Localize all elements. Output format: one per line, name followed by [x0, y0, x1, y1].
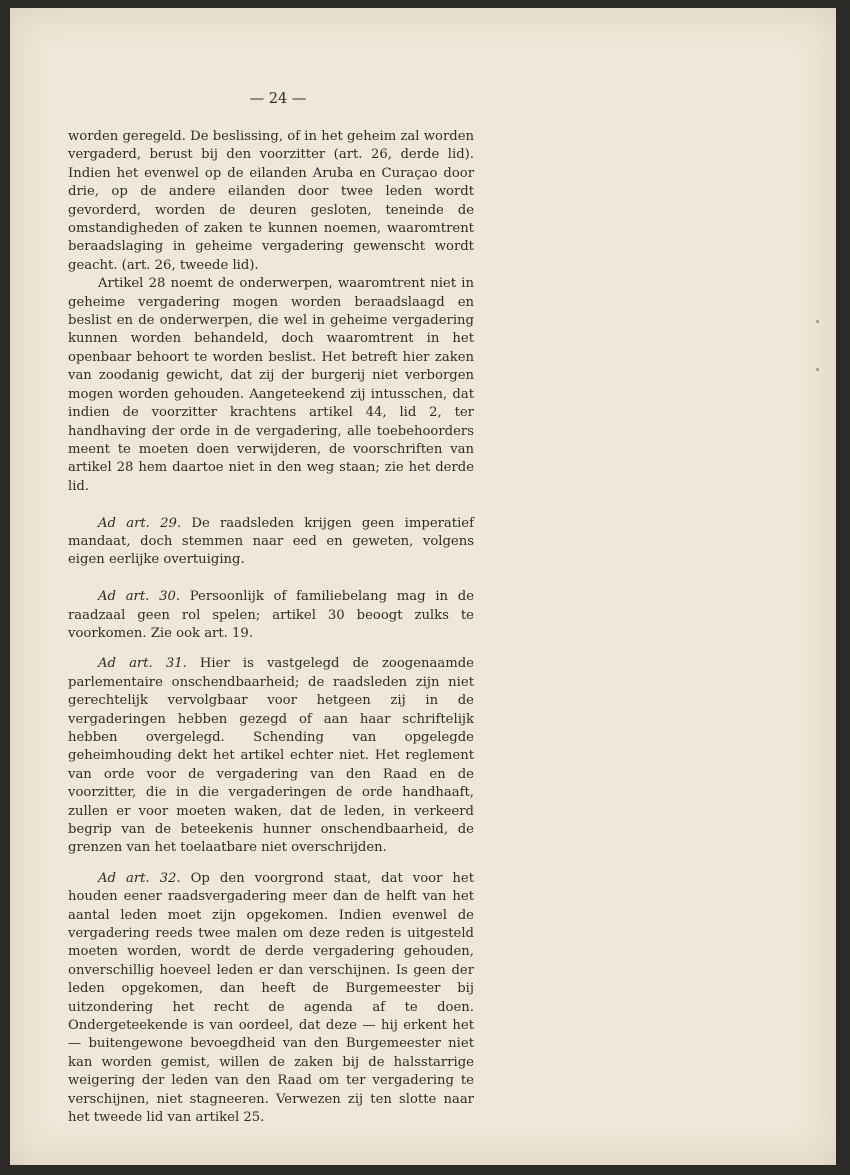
page-number: — 24 —: [249, 91, 307, 107]
paper-speck: [816, 368, 819, 371]
paper-speck: [816, 320, 819, 323]
paragraph-art-32: [68, 870, 474, 1128]
paragraph-art-26-continued: worden geregeld. De beslissing, of in het geheim zal worden vergaderd, berust bij den voorzitter (art. 26, derde lid). Indien het evenwel op de eilanden Aruba en Curaçao door drie, op de andere eilanden door twee leden wordt gevorderd, worden de deuren gesloten, teneinde de omstandigheden of zaken te kunnen noemen, waaromtrent beraadslaging in geheime vergadering gewenscht wordt geacht. (art. 26, tweede lid).: [68, 129, 474, 273]
article-label: Ad art. 31.: [98, 656, 187, 672]
paragraph-text: De raadsleden krijgen geen imperatief mandaat, doch stemmen naar eed en geweten, volgens eigen eerlijke overtuiging.: [68, 515, 474, 568]
paragraph-art-31: [68, 655, 474, 857]
paragraph-text: Hier is vastgelegd de zoogenaamde parlementaire onschendbaarheid; de raadsleden zijn niet gerechtelijk vervolgbaar voor hetgeen zij in de vergaderingen hebben gezegd of aan haar schriftelijk hebben overgelegd. Schending van opgelegde geheimhouding dekt het artikel echter niet. Het reglement van orde voor de vergadering van den Raad en de voorzitter, die in die vergaderingen de orde handhaaft, zullen er voor moeten waken, dat de leden, in verkeerd begrip van de beteekenis hunner onschendbaarheid, de grenzen van het toelaatbare niet overschrijden.: [68, 656, 474, 856]
body-text: [68, 128, 474, 1128]
document-page: [10, 8, 836, 1165]
article-label: Ad art. 32.: [98, 870, 181, 886]
paragraph-text: Persoonlijk of familiebelang mag in de raadzaal geen rol spelen; artikel 30 beoogt zulks te voorkomen. Zie ook art. 19.: [68, 589, 474, 641]
paragraph-art-28: Artikel 28 noemt de onderwerpen, waaromtrent niet in geheime vergadering mogen worden beraadslaagd en beslist en de onderwerpen, die wel in geheime vergadering kunnen worden behandeld, doch waaromtrent in het openbaar behoort te worden beslist. Het betreft hier zaken van zoodanig gewicht, dat zij der burgerij niet verborgen mogen worden gehouden. Aangeteekend zij intusschen, dat indien de voorzitter krachtens artikel 44, lid 2, ter handhaving der orde in de vergadering, alle toebehoorders meent te moeten doen verwijderen, de voorschriften van artikel 28 hem daartoe niet in den weg staan; zie het derde lid.: [68, 276, 474, 494]
article-label: Ad art. 30.: [98, 589, 181, 605]
paragraph-art-29: [68, 515, 474, 570]
article-label: Ad art. 29.: [98, 515, 182, 531]
paragraph-art-30: [68, 588, 474, 643]
paragraph-text: Op den voorgrond staat, dat voor het houden eener raadsvergadering meer dan de helft van het aantal leden moet zijn opgekomen. Indien evenwel de vergadering reeds twee malen om deze reden is uitgesteld moeten worden, wordt de derde vergadering gehouden, onverschillig hoeveel leden er dan verschijnen. Is geen der leden opgekomen, dan heeft de Burgemeester bij uitzondering het recht de agenda af te doen. Ondergeteekende is van oordeel, dat deze — hij erkent het — buitengewone bevoegdheid van den Burgemeester niet kan worden gemist, willen de zaken bij de halsstarrige weigering der leden van den Raad om ter vergadering te verschijnen, niet stagneeren. Verwezen zij ten slotte naar het tweede lid van artikel 25.: [68, 870, 475, 1126]
